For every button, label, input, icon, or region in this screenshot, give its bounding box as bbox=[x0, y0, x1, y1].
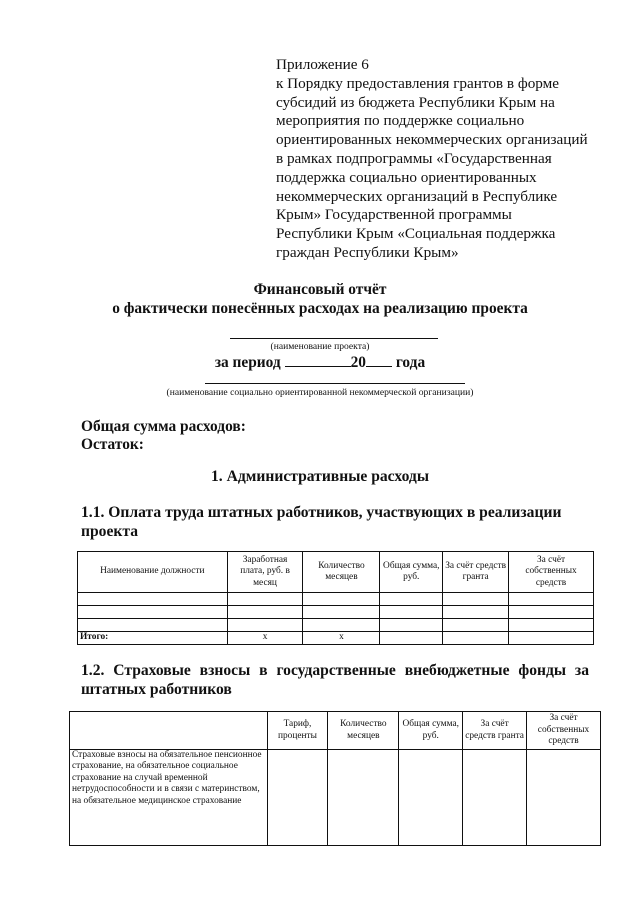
header-cell: Тариф, проценты bbox=[267, 712, 328, 750]
header-cell: За счёт средств гранта bbox=[443, 552, 509, 593]
period-suffix: года bbox=[395, 354, 426, 371]
appendix-line: в рамках подпрограммы «Государственная bbox=[276, 149, 552, 167]
project-name-line bbox=[230, 338, 438, 339]
table-cell[interactable] bbox=[303, 619, 380, 632]
org-name-line bbox=[205, 383, 465, 384]
appendix-line: к Порядку предоставления грантов в форме bbox=[276, 74, 560, 92]
appendix-line: некоммерческих организаций в Республике bbox=[276, 187, 558, 205]
header-cell: Заработная плата, руб. в месяц bbox=[227, 552, 303, 593]
header-cell: За счёт собственных средств bbox=[527, 712, 601, 750]
appendix-line: мероприятия по поддержке социально bbox=[276, 112, 525, 130]
insurance-table bbox=[69, 711, 601, 846]
table-cell[interactable] bbox=[527, 750, 601, 846]
salary-table bbox=[77, 551, 594, 645]
appendix-line: Приложение 6 bbox=[276, 56, 369, 73]
table-cell[interactable] bbox=[463, 750, 527, 846]
table-cell[interactable] bbox=[328, 750, 399, 846]
table-cell[interactable] bbox=[78, 593, 228, 606]
total-label: Итого: bbox=[78, 632, 228, 645]
table-header-row bbox=[78, 552, 594, 593]
table-cell[interactable] bbox=[267, 750, 328, 846]
table-cell[interactable] bbox=[380, 632, 443, 645]
table-row bbox=[78, 606, 594, 619]
period-prefix: за период bbox=[214, 354, 281, 371]
table-row bbox=[70, 750, 601, 846]
table-cell[interactable] bbox=[443, 619, 509, 632]
table-cell[interactable] bbox=[399, 750, 463, 846]
subsection-1-1-title: 1.1. Оплата труда штатных работников, участвующих в реализации проекта bbox=[81, 504, 562, 540]
table-cell: x bbox=[303, 632, 380, 645]
period-line bbox=[0, 352, 640, 372]
table-cell[interactable] bbox=[509, 619, 594, 632]
table-cell[interactable] bbox=[380, 606, 443, 619]
header-cell: Наименование должности bbox=[78, 552, 228, 593]
header-cell bbox=[70, 712, 268, 750]
report-subtitle: о фактически понесённых расходах на реализацию проекта bbox=[112, 300, 528, 317]
table-cell[interactable] bbox=[509, 606, 594, 619]
org-name-caption: (наименование социально ориентированной некоммерческой организации) bbox=[166, 387, 474, 398]
balance-label: Остаток: bbox=[81, 436, 144, 453]
header-cell: Количество месяцев bbox=[328, 712, 399, 750]
table-cell[interactable] bbox=[227, 606, 303, 619]
table-cell[interactable] bbox=[380, 619, 443, 632]
table-cell[interactable] bbox=[509, 593, 594, 606]
appendix-line: граждан Республики Крым» bbox=[276, 243, 459, 261]
header-cell: Общая сумма, руб. bbox=[380, 552, 443, 593]
subsection-1-2-title: 1.2. Страховые взносы в государственные внебюджетные фонды за штатных работников bbox=[81, 662, 589, 698]
table-cell: x bbox=[227, 632, 303, 645]
section-1-title: 1. Административные расходы bbox=[211, 468, 429, 485]
table-row bbox=[78, 593, 594, 606]
table-cell[interactable] bbox=[227, 593, 303, 606]
header-cell: За счёт собственных средств bbox=[509, 552, 594, 593]
header-cell: Количество месяцев bbox=[303, 552, 380, 593]
table-cell[interactable] bbox=[443, 632, 509, 645]
table-cell[interactable] bbox=[380, 593, 443, 606]
table-cell[interactable] bbox=[303, 593, 380, 606]
table-cell[interactable] bbox=[443, 606, 509, 619]
appendix-line: Республики Крым «Социальная поддержка bbox=[276, 225, 556, 243]
appendix-line: поддержка социально ориентированных bbox=[276, 168, 537, 186]
table-cell[interactable] bbox=[303, 606, 380, 619]
appendix-block bbox=[276, 56, 606, 263]
header-cell: Общая сумма, руб. bbox=[399, 712, 463, 750]
appendix-line: субсидий из бюджета Республики Крым на bbox=[276, 93, 555, 111]
appendix-line: Крым» Государственной программы bbox=[276, 206, 512, 224]
table-row bbox=[78, 619, 594, 632]
report-title: Финансовый отчёт bbox=[253, 281, 387, 298]
total-expenses-label: Общая сумма расходов: bbox=[81, 418, 246, 435]
header-cell: За счёт средств гранта bbox=[463, 712, 527, 750]
insurance-description: Страховые взносы на обязательное пенсионное страхование, на обязательное социальное страхование на случай временной нетрудоспособности и в связи с материнством, на обязательное медицинское страхование bbox=[70, 750, 268, 846]
table-cell[interactable] bbox=[227, 619, 303, 632]
table-total-row bbox=[78, 632, 594, 645]
table-cell[interactable] bbox=[443, 593, 509, 606]
table-header-row bbox=[70, 712, 601, 750]
project-name-caption: (наименование проекта) bbox=[270, 341, 370, 352]
year-blank bbox=[366, 352, 392, 367]
appendix-line: ориентированных некоммерческих организаций bbox=[276, 131, 588, 149]
table-cell[interactable] bbox=[78, 619, 228, 632]
period-year-prefix: 20 bbox=[350, 354, 366, 371]
table-cell[interactable] bbox=[78, 606, 228, 619]
table-cell[interactable] bbox=[509, 632, 594, 645]
period-blank bbox=[285, 352, 351, 367]
